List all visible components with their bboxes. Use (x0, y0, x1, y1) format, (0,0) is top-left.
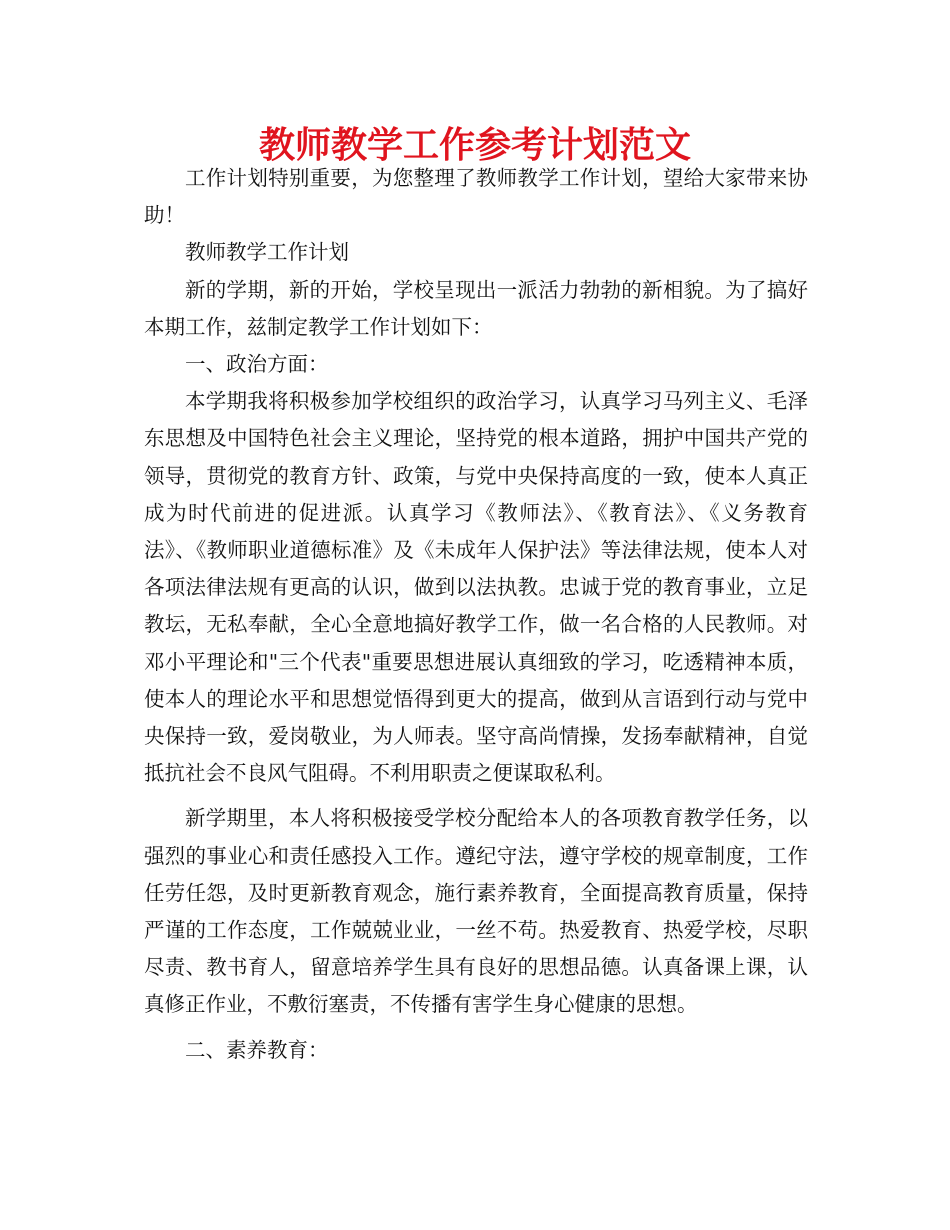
duties-paragraph: 新学期里，本人将积极接受学校分配给本人的各项教育教学任务，以强烈的事业心和责任感投入工作。遵纪守法，遵守学校的规章制度，工作任劳任怨，及时更新教育观念，施行素养教育，全面提高教育质量，保持严谨的工作态度，工作兢兢业业，一丝不苟。热爱教育、热爱学校，尽职尽责、教书育人，留意培养学生具有良好的思想品德。认真备课上课，认真修正作业，不敷衍塞责，不传播有害学生身心健康的思想。 (144, 806, 808, 1017)
section-heading-quality-education: 二、素养教育： (185, 1037, 329, 1062)
subtitle-paragraph: 教师教学工作计划 (185, 240, 349, 265)
document-body (144, 160, 808, 1069)
intro-paragraph: 工作计划特别重要，为您整理了教师教学工作计划，望给大家带来协助！ (144, 166, 808, 228)
document-title: 教师教学工作参考计划范文 (258, 125, 691, 166)
opening-paragraph: 新的学期，新的开始，学校呈现出一派活力勃勃的新相貌。为了搞好本期工作，兹制定教学工作计划如下： (144, 277, 808, 339)
section-heading-politics: 一、政治方面： (185, 352, 329, 377)
politics-paragraph: 本学期我将积极参加学校组织的政治学习，认真学习马列主义、毛泽东思想及中国特色社会主义理论，坚持党的根本道路，拥护中国共产党的领导，贯彻党的教育方针、政策，与党中央保持高度的一致，使本人真正成为时代前进的促进派。认真学习《教师法》、《教育法》、《义务教育法》、《教师职业道德标准》及《未成年人保护法》等法律法规，使本人对各项法律法规有更高的认识，做到以法执教。忠诚于党的教育事业，立足教坛，无私奉献，全心全意地搞好教学工作，做一名合格的人民教师。对邓小平理论和"三个代表"重要思想进展认真细致的学习，吃透精神本质，使本人的理论水平和思想觉悟得到更大的提高，做到从言语到行动与党中央保持一致，爱岗敬业，为人师表。坚守高尚情操，发扬奉献精神，自觉抵抗社会不良风气阻碍。不利用职责之便谋取私利。 (144, 389, 808, 786)
